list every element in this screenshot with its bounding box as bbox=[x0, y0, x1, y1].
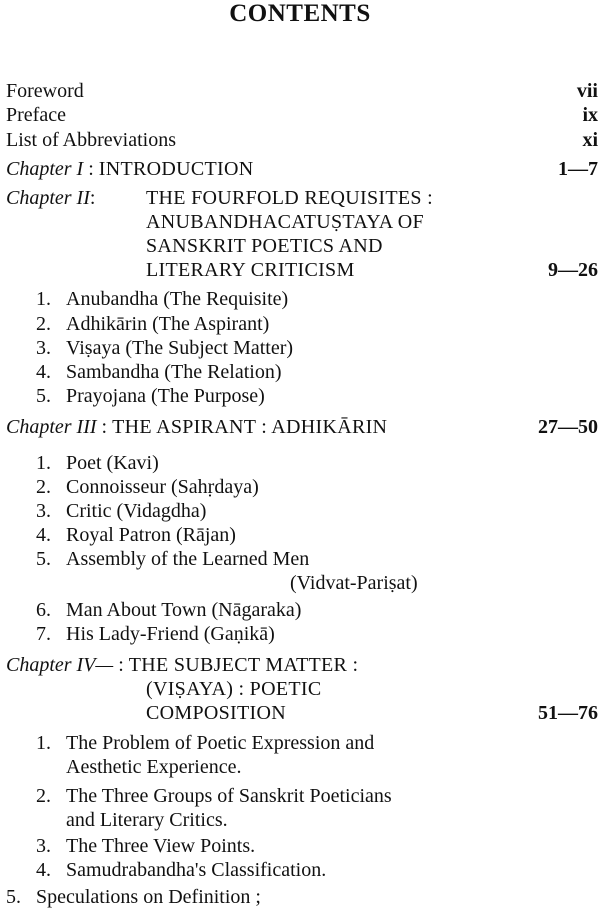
chapter-separator: : bbox=[96, 416, 113, 438]
toc-section bbox=[0, 498, 600, 524]
toc-chapter-3 bbox=[0, 414, 600, 440]
chapter-label: Chapter I bbox=[6, 158, 84, 180]
section-title: The Problem of Poetic Expression and bbox=[66, 732, 375, 754]
section-title: Viṣaya (The Subject Matter) bbox=[66, 337, 294, 359]
entry-title: Preface bbox=[6, 104, 66, 126]
toc-chapter-1 bbox=[0, 156, 600, 182]
section-number: 3. bbox=[36, 500, 51, 522]
toc-section-cont bbox=[0, 754, 600, 780]
chapter-title: THE SUBJECT MATTER : bbox=[128, 654, 359, 676]
toc-section-cont bbox=[0, 570, 600, 596]
section-number: 3. bbox=[36, 835, 51, 857]
toc-section bbox=[0, 884, 600, 910]
section-title: Connoisseur (Sahṛdaya) bbox=[66, 476, 259, 498]
section-title: and Literary Critics. bbox=[66, 809, 228, 831]
toc-section bbox=[0, 311, 600, 337]
section-number: 5. bbox=[6, 886, 21, 908]
toc-chapter-4 bbox=[0, 652, 600, 678]
section-number: 4. bbox=[36, 361, 51, 383]
section-number: 1. bbox=[36, 452, 51, 474]
chapter-label: Chapter III bbox=[6, 416, 97, 438]
section-title: His Lady-Friend (Gaṇikā) bbox=[66, 623, 275, 645]
section-title: Speculations on Definition ; bbox=[36, 886, 261, 908]
chapter-title: THE FOURFOLD REQUISITES : bbox=[146, 187, 433, 209]
section-title: Critic (Vidagdha) bbox=[66, 500, 207, 522]
chapter-separator: : bbox=[113, 654, 129, 676]
chapter-title: INTRODUCTION bbox=[98, 158, 254, 180]
toc-entry-foreword bbox=[0, 78, 600, 104]
toc-entry-preface bbox=[0, 102, 600, 128]
chapter-pages: 1—7 bbox=[558, 158, 598, 180]
entry-title: List of Abbreviations bbox=[6, 129, 176, 151]
section-number: 1. bbox=[36, 732, 51, 754]
section-title: Aesthetic Experience. bbox=[66, 756, 242, 778]
section-title: (Vidvat-Pariṣat) bbox=[290, 572, 418, 594]
section-title: Anubandha (The Requisite) bbox=[66, 288, 289, 310]
toc-section bbox=[0, 546, 600, 572]
section-title: Royal Patron (Rājan) bbox=[66, 524, 236, 546]
toc-section bbox=[0, 474, 600, 500]
toc-section bbox=[0, 857, 600, 883]
entry-title: Foreword bbox=[6, 80, 84, 102]
section-title: Adhikārin (The Aspirant) bbox=[66, 313, 270, 335]
toc-section bbox=[0, 597, 600, 623]
toc-section bbox=[0, 833, 600, 859]
section-title: Assembly of the Learned Men bbox=[66, 548, 310, 570]
section-title: Man About Town (Nāgaraka) bbox=[66, 599, 302, 621]
chapter-label: Chapter IV— bbox=[6, 654, 114, 676]
toc-section bbox=[0, 783, 600, 809]
chapter-separator: : bbox=[83, 158, 99, 180]
chapter-title: COMPOSITION bbox=[146, 702, 286, 724]
section-number: 5. bbox=[36, 385, 51, 407]
section-title: Poet (Kavi) bbox=[66, 452, 159, 474]
toc-section-cont bbox=[0, 807, 600, 833]
section-number: 2. bbox=[36, 313, 51, 335]
chapter-separator: : bbox=[89, 187, 96, 209]
section-title: The Three Groups of Sanskrit Poeticians bbox=[66, 785, 392, 807]
entry-page: vii bbox=[576, 80, 598, 102]
chapter-title: (VIṢAYA) : POETIC bbox=[146, 678, 322, 700]
chapter-title: LITERARY CRITICISM bbox=[146, 259, 355, 281]
chapter-pages: 51—76 bbox=[538, 702, 598, 724]
toc-chapter-2-title-cont bbox=[0, 209, 600, 235]
section-number: 7. bbox=[36, 623, 51, 645]
toc-chapter-2-title-cont bbox=[0, 257, 600, 283]
chapter-title: THE ASPIRANT : ADHIKĀRIN bbox=[112, 416, 388, 438]
section-title: Prayojana (The Purpose) bbox=[66, 385, 265, 407]
chapter-label: Chapter II bbox=[6, 187, 90, 209]
toc-chapter-4-title-cont bbox=[0, 676, 600, 702]
section-number: 2. bbox=[36, 476, 51, 498]
chapter-title: SANSKRIT POETICS AND bbox=[146, 235, 383, 257]
toc-section bbox=[0, 286, 600, 312]
chapter-pages: 9—26 bbox=[548, 259, 598, 281]
page-title: CONTENTS bbox=[229, 0, 371, 27]
section-title: The Three View Points. bbox=[66, 835, 256, 857]
toc-chapter-2-title-cont bbox=[0, 233, 600, 259]
section-number: 1. bbox=[36, 288, 51, 310]
toc-chapter-4-title-cont bbox=[0, 700, 600, 726]
entry-page: ix bbox=[582, 104, 598, 126]
chapter-title: ANUBANDHACATUṢTAYA OF bbox=[146, 211, 424, 233]
section-number: 4. bbox=[36, 859, 51, 881]
section-number: 2. bbox=[36, 785, 51, 807]
toc-section bbox=[0, 335, 600, 361]
section-title: Sambandha (The Relation) bbox=[66, 361, 282, 383]
toc-chapter-2 bbox=[0, 185, 600, 211]
section-number: 3. bbox=[36, 337, 51, 359]
section-number: 6. bbox=[36, 599, 51, 621]
toc-section bbox=[0, 450, 600, 476]
toc-entry-abbreviations bbox=[0, 127, 600, 153]
section-title: Samudrabandha's Classification. bbox=[66, 859, 327, 881]
toc-section bbox=[0, 621, 600, 647]
section-number: 4. bbox=[36, 524, 51, 546]
toc-section bbox=[0, 522, 600, 548]
chapter-pages: 27—50 bbox=[538, 416, 598, 438]
toc-section bbox=[0, 359, 600, 385]
toc-section bbox=[0, 383, 600, 409]
section-number: 5. bbox=[36, 548, 51, 570]
toc-section bbox=[0, 730, 600, 756]
entry-page: xi bbox=[582, 129, 598, 151]
